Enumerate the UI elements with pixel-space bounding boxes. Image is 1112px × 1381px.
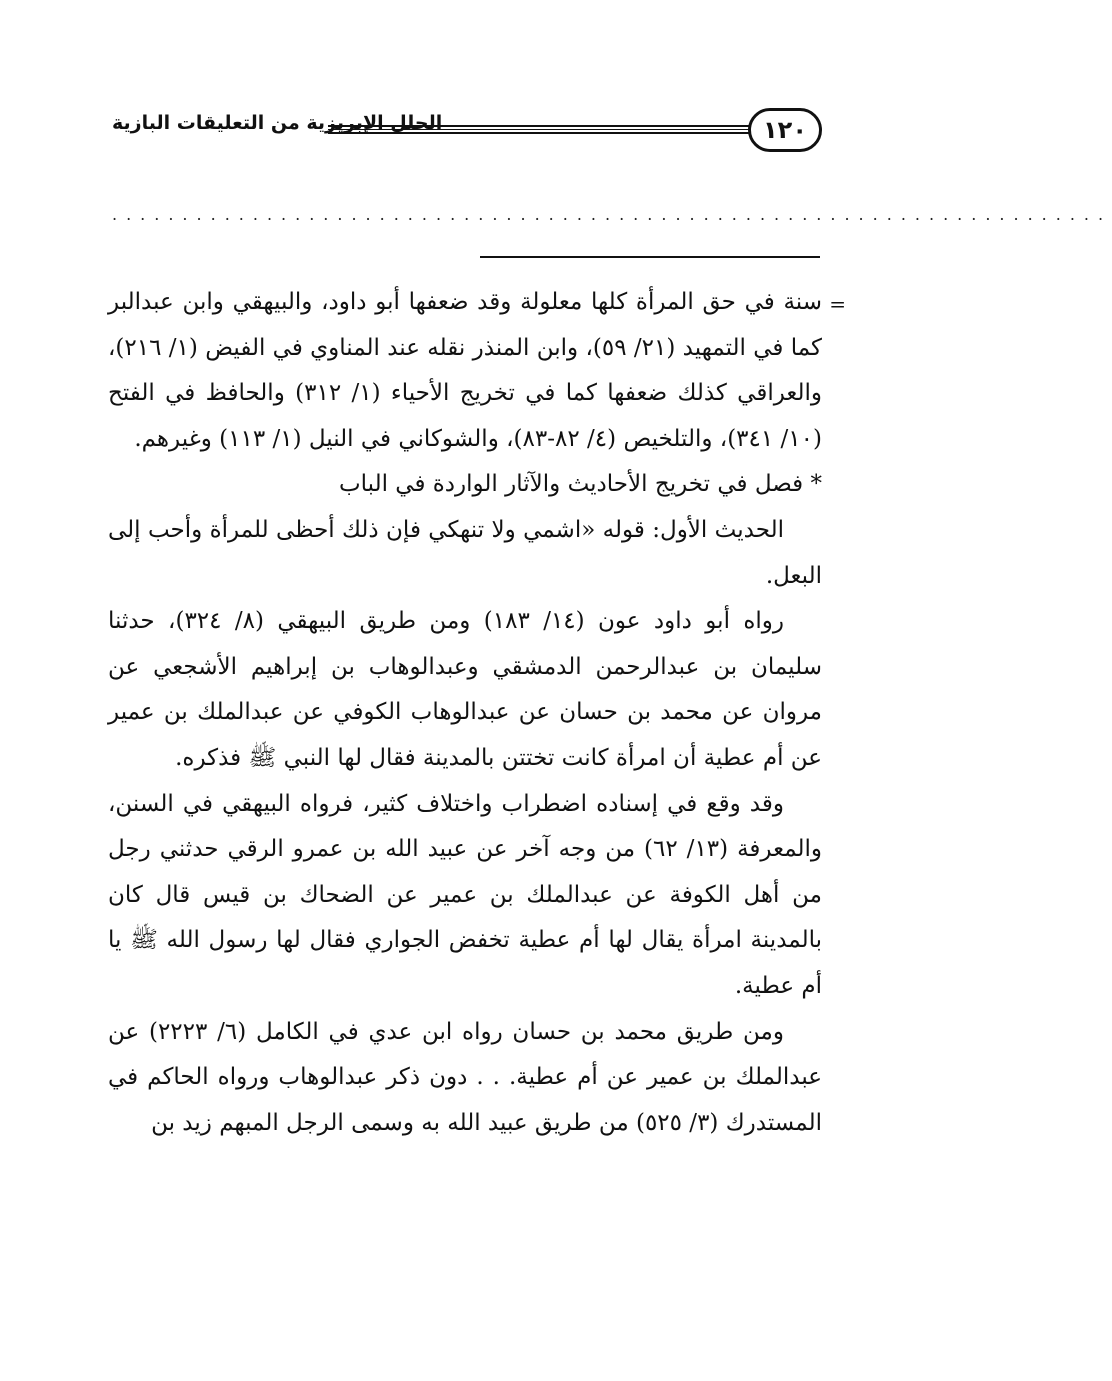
paragraph-1-text: سنة في حق المرأة كلها معلولة وقد ضعفها أبو داود، والبيهقي وابن عبدالبر كما في التمهيد (٢١/ ٥٩)، وابن المنذر نقله عند المناوي في الفيض (١/ ٢١٦)، والعراقي كذلك ضعفها كما في تخريج الأحياء (١/ ٣١٢) والحافظ في الفتح (١٠/ ٣٤١)، والتلخيص (٤/ ٨٢-٨٣)، والشوكاني في النيل (١/ ١١٣) وغيرهم. [108,289,823,452]
section-heading: * فصل في تخريج الأحاديث والآثار الواردة في الباب [338,471,822,498]
paragraph-abu-dawud: رواه أبو داود عون (١٤/ ١٨٣) ومن طريق البيهقي (٨/ ٣٢٤)، حدثنا سليمان بن عبدالرحمن الدمشقي وعبدالوهاب بن إبراهيم الأشجعي عن مروان عن محمد بن حسان عن عبدالوهاب الكوفي عن عبدالملك بن عمير عن أم عطية أن امرأة كانت تختتن بالمدينة فقال لها النبي ﷺ فذكره. [108,608,822,771]
paragraph-ibn-adi: ومن طريق محمد بن حسان رواه ابن عدي في الكامل (٦/ ٢٢٢٣) عن عبدالملك بن عمير عن أم عطية. . . دون ذكر عبدالوهاب ورواه الحاكم في المستدرك (٣/ ٥٢٥) من طريق عبيد الله به وسمى الرجل المبهم زيد بن [108,1018,822,1136]
continuation-mark: = [829,292,846,316]
page-number-badge [748,108,822,152]
page-header [100,108,830,158]
paragraph-isnad-variation: وقد وقع في إسناده اضطراب واختلاف كثير، فرواه البيهقي في السنن، والمعرفة (١٣/ ٦٢) من وجه آخر عن عبيد الله بن عمرو الرقي حدثني رجل من أهل الكوفة عن عبدالملك بن عمير عن الضحاك بن قيس قال كان بالمدينة امرأة يقال لها أم عطية تخفض الجواري فقال لها رسول الله ﷺ يا أم عطية. [108,790,822,999]
page-number: ١٢٠ [763,116,807,144]
paragraph-continued [108,280,846,462]
paragraph-hadith-one: الحديث الأول: قوله «اشمي ولا تنهكي فإن ذلك أحظى للمرأة وأحب إلى البعل. [108,516,822,589]
body-text [108,280,846,1146]
footnote-rule [480,256,820,258]
running-title: الحلل الإبريزية من التعليقات البازية [112,112,443,134]
dotted-separator: ....................................................................... [112,205,1112,224]
